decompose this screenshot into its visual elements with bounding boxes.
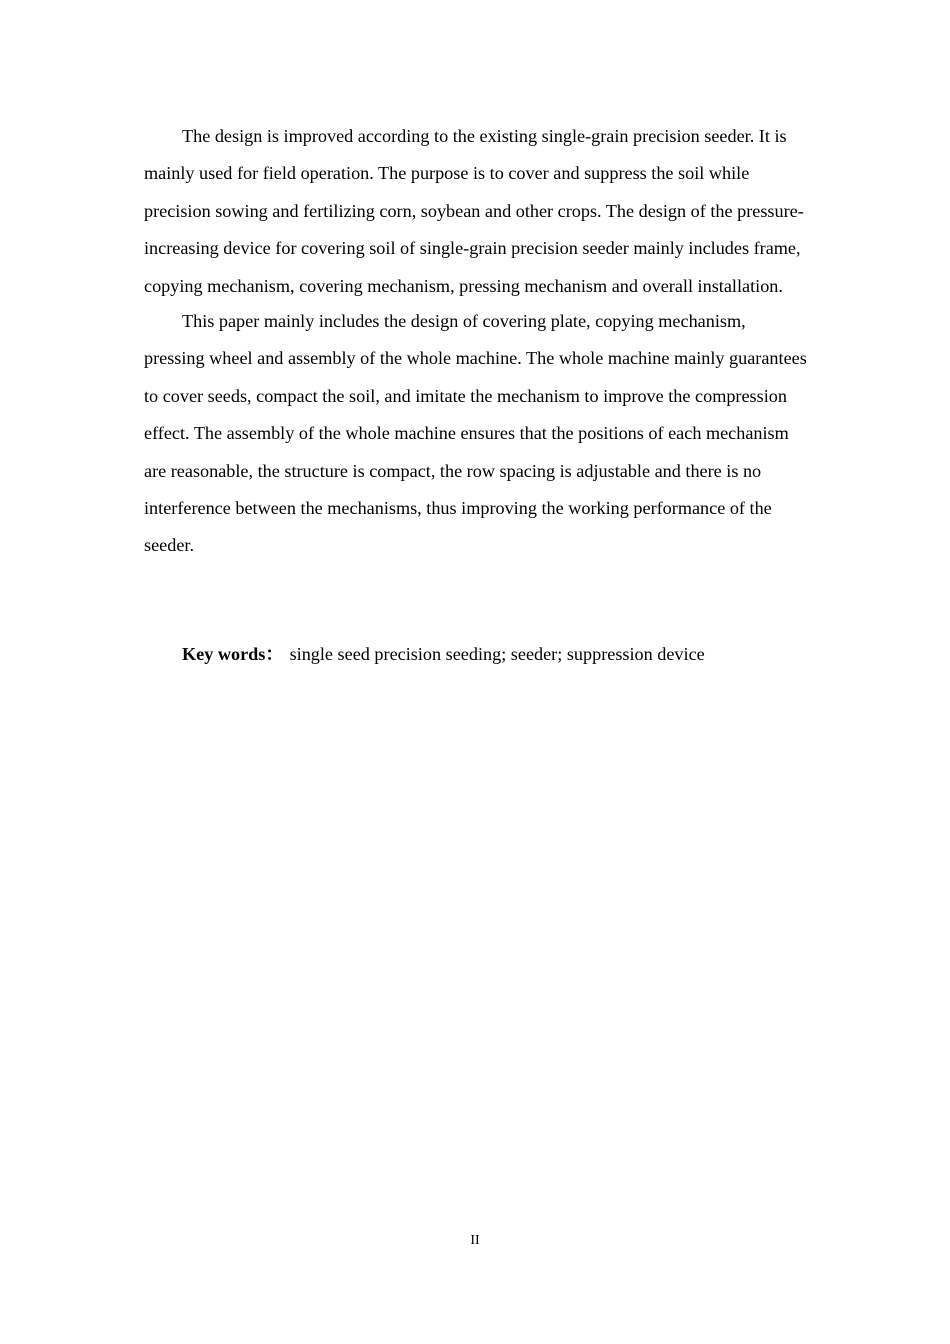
abstract-body: [144, 118, 807, 565]
page-number: II: [470, 1233, 480, 1248]
keywords-line: [182, 636, 807, 673]
abstract-paragraph-1: The design is improved according to the existing single-grain precision seeder. It is mainly used for field operation. The purpose is to cover and suppress the soil while precision sowing and fertilizing corn, soybean and other crops. The design of the pressure-increasing device for covering soil of single-grain precision seeder mainly includes frame, copying mechanism, covering mechanism, pressing mechanism and overall installation.: [144, 126, 804, 296]
keywords-separator: ：: [265, 644, 284, 664]
keywords-text: single seed precision seeding; seeder; suppression device: [289, 644, 705, 664]
keywords-label: Key words: [182, 644, 266, 664]
abstract-paragraph-2: This paper mainly includes the design of covering plate, copying mechanism, pressing wheel and assembly of the whole machine. The whole machine mainly guarantees to cover seeds, compact the soil, and imitate the mechanism to improve the compression effect. The assembly of the whole machine ensures that the positions of each mechanism are reasonable, the structure is compact, the row spacing is adjustable and there is no interference between the mechanisms, thus improving the working performance of the seeder.: [144, 311, 807, 556]
